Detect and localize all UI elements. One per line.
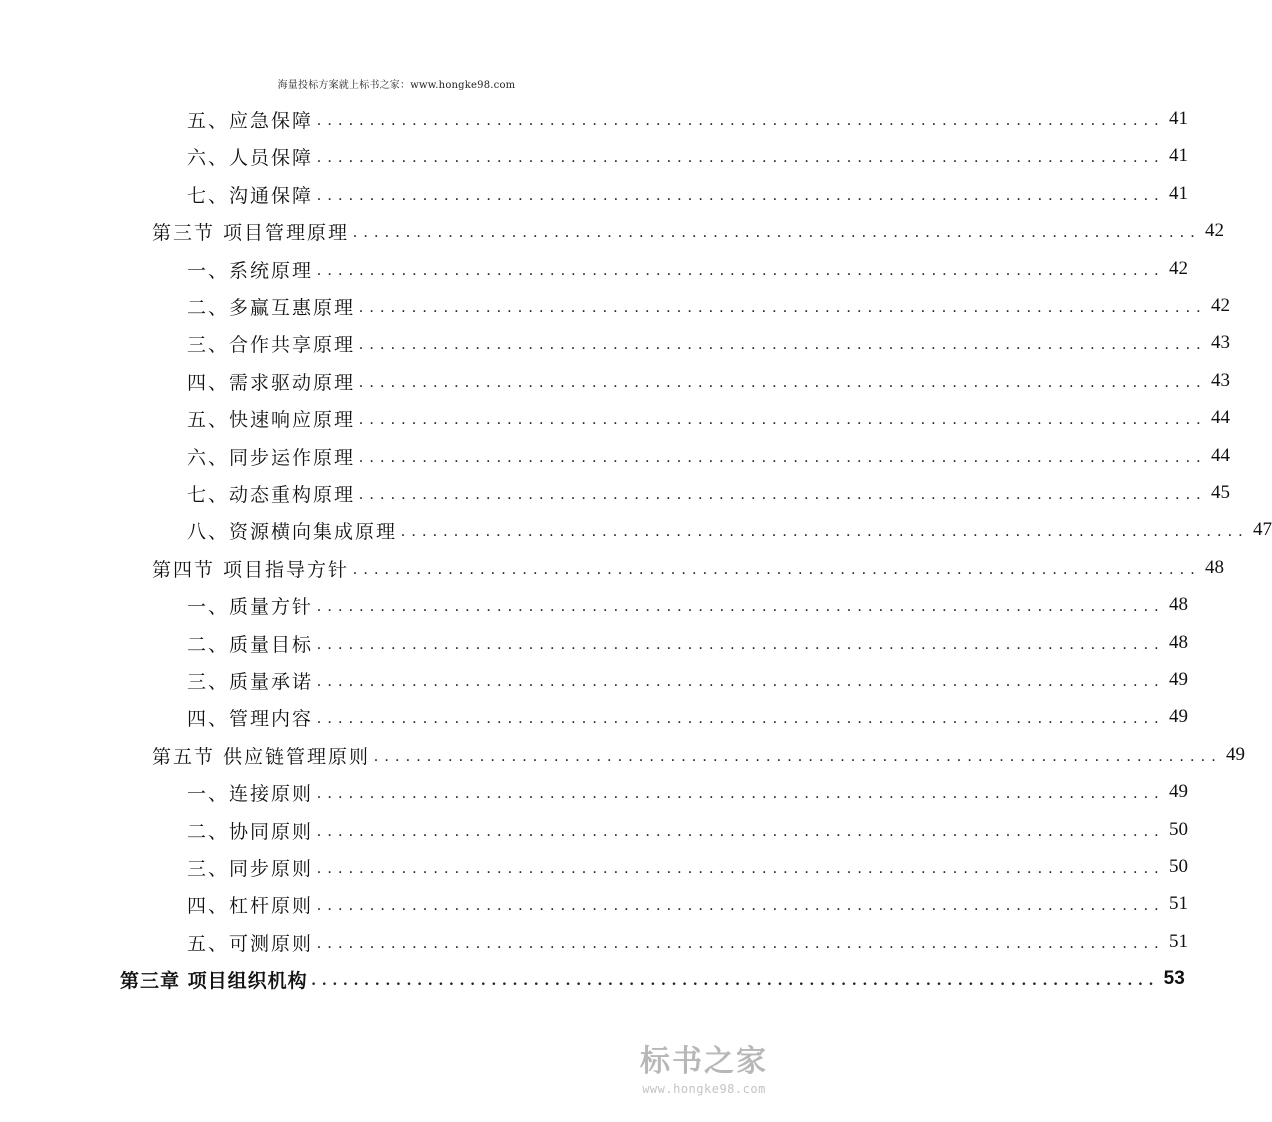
toc-entry-page: 41 [1169, 183, 1189, 204]
toc-entry-title: 三、质量承诺 [187, 670, 314, 693]
page-header: 海量投标方案就上标书之家：www.hongke98.com [277, 80, 516, 91]
toc-entry-page: 50 [1169, 856, 1189, 877]
toc-entry[interactable] [0, 254, 1189, 284]
toc-entry[interactable] [0, 815, 1189, 845]
toc-entry[interactable] [0, 665, 1189, 695]
toc-entry-title: 三、合作共享原理 [187, 333, 356, 356]
toc-entry-page: 41 [1169, 145, 1189, 166]
toc-leader-dots: ................................................................................ [359, 411, 1208, 428]
toc-leader-dots: ................................................................................ [317, 935, 1166, 952]
toc-entry[interactable] [0, 590, 1189, 620]
toc-entry[interactable] [0, 141, 1189, 171]
toc-entry[interactable] [0, 441, 1231, 471]
toc-leader-dots: ................................................................................ [374, 748, 1223, 765]
toc-entry-page: 49 [1169, 706, 1189, 727]
toc-entry-title: 第五节 供应链管理原则 [152, 745, 371, 768]
toc-entry-page: 49 [1169, 781, 1189, 802]
toc-entry-page: 50 [1169, 819, 1189, 840]
toc-leader-dots: ................................................................................ [311, 972, 1160, 989]
toc-leader-dots: ................................................................................ [359, 336, 1208, 353]
toc-leader-dots: ................................................................................ [317, 262, 1166, 279]
toc-entry-page: 45 [1211, 482, 1231, 503]
toc-entry-title: 第三节 项目管理原理 [152, 221, 350, 244]
toc-entry-page: 48 [1169, 632, 1189, 653]
toc-entry-title: 一、质量方针 [187, 595, 314, 618]
toc-entry[interactable] [0, 852, 1189, 882]
toc-entry[interactable] [0, 104, 1189, 134]
toc-entry-title: 二、协同原则 [187, 820, 314, 843]
toc-entry-page: 43 [1211, 370, 1231, 391]
toc-entry-title: 六、同步运作原理 [187, 446, 356, 469]
toc-leader-dots: ................................................................................ [317, 149, 1166, 166]
toc-leader-dots: ................................................................................ [317, 860, 1166, 877]
toc-entry-title: 一、连接原则 [187, 782, 314, 805]
toc-entry-title: 八、资源横向集成原理 [187, 520, 398, 543]
toc-entry[interactable] [0, 216, 1225, 246]
toc-entry-page: 48 [1205, 557, 1225, 578]
toc-entry[interactable] [0, 927, 1189, 957]
toc-entry[interactable] [0, 328, 1231, 358]
toc-leader-dots: ................................................................................ [359, 449, 1208, 466]
toc-entry-page: 53 [1163, 968, 1185, 989]
toc-entry[interactable] [0, 628, 1189, 658]
toc-entry[interactable] [0, 366, 1231, 396]
watermark-logo [629, 1044, 779, 1108]
toc-entry[interactable] [0, 553, 1225, 583]
toc-entry-page: 44 [1211, 407, 1231, 428]
toc-entry-page: 43 [1211, 332, 1231, 353]
toc-entry-title: 三、同步原则 [187, 857, 314, 880]
toc-leader-dots: ................................................................................ [317, 710, 1166, 727]
toc-entry-page: 48 [1169, 594, 1189, 615]
toc-leader-dots: ................................................................................ [317, 823, 1166, 840]
toc-entry-title: 五、应急保障 [187, 109, 314, 132]
toc-leader-dots: ................................................................................ [317, 636, 1166, 653]
toc-entry-title: 七、动态重构原理 [187, 483, 356, 506]
toc-leader-dots: ................................................................................ [353, 561, 1202, 578]
toc-leader-dots: ................................................................................ [317, 785, 1166, 802]
toc-entry-page: 41 [1169, 108, 1189, 129]
toc-entry-page: 49 [1169, 669, 1189, 690]
toc-entry-page: 42 [1169, 258, 1189, 279]
toc-entry[interactable] [0, 964, 1185, 994]
toc-leader-dots: ................................................................................ [359, 299, 1208, 316]
toc-leader-dots: ................................................................................ [353, 224, 1202, 241]
toc-entry-title: 二、多赢互惠原理 [187, 296, 356, 319]
toc-leader-dots: ................................................................................ [401, 523, 1250, 540]
toc-entry-title: 四、管理内容 [187, 707, 314, 730]
toc-entry-page: 49 [1226, 744, 1246, 765]
toc-leader-dots: ................................................................................ [317, 112, 1166, 129]
toc-entry-title: 二、质量目标 [187, 633, 314, 656]
toc-entry-page: 51 [1169, 893, 1189, 914]
toc-entry[interactable] [0, 403, 1231, 433]
logo-url: www.hongke98.com [642, 1082, 766, 1096]
toc-leader-dots: ................................................................................ [359, 486, 1208, 503]
toc-entry-title: 五、可测原则 [187, 932, 314, 955]
toc-entry-page: 44 [1211, 445, 1231, 466]
toc-leader-dots: ................................................................................ [317, 598, 1166, 615]
toc-entry[interactable] [0, 478, 1231, 508]
toc-entry[interactable] [0, 889, 1189, 919]
toc-entry-title: 五、快速响应原理 [187, 408, 356, 431]
toc-entry[interactable] [0, 515, 1272, 545]
toc-leader-dots: ................................................................................ [359, 374, 1208, 391]
toc-entry-page: 47 [1253, 519, 1272, 540]
toc-entry-title: 六、人员保障 [187, 146, 314, 169]
toc-entry-page: 42 [1211, 295, 1231, 316]
toc-entry[interactable] [0, 179, 1189, 209]
toc-entry-title: 七、沟通保障 [187, 184, 314, 207]
toc-entry-title: 第三章 项目组织机构 [120, 969, 308, 992]
toc-leader-dots: ................................................................................ [317, 187, 1166, 204]
toc-entry-title: 一、系统原理 [187, 259, 314, 282]
toc-entry[interactable] [0, 702, 1189, 732]
toc-entry[interactable] [0, 291, 1231, 321]
toc-entry[interactable] [0, 777, 1189, 807]
toc-entry-title: 第四节 项目指导方针 [152, 558, 350, 581]
toc-leader-dots: ................................................................................ [317, 897, 1166, 914]
toc-entry-title: 四、杠杆原则 [187, 894, 314, 917]
toc-entry-title: 四、需求驱动原理 [187, 371, 356, 394]
logo-text: 标书之家 [640, 1044, 768, 1079]
toc-entry[interactable] [0, 740, 1246, 770]
toc-leader-dots: ................................................................................ [317, 673, 1166, 690]
toc-entry-page: 51 [1169, 931, 1189, 952]
toc-entry-page: 42 [1205, 220, 1225, 241]
